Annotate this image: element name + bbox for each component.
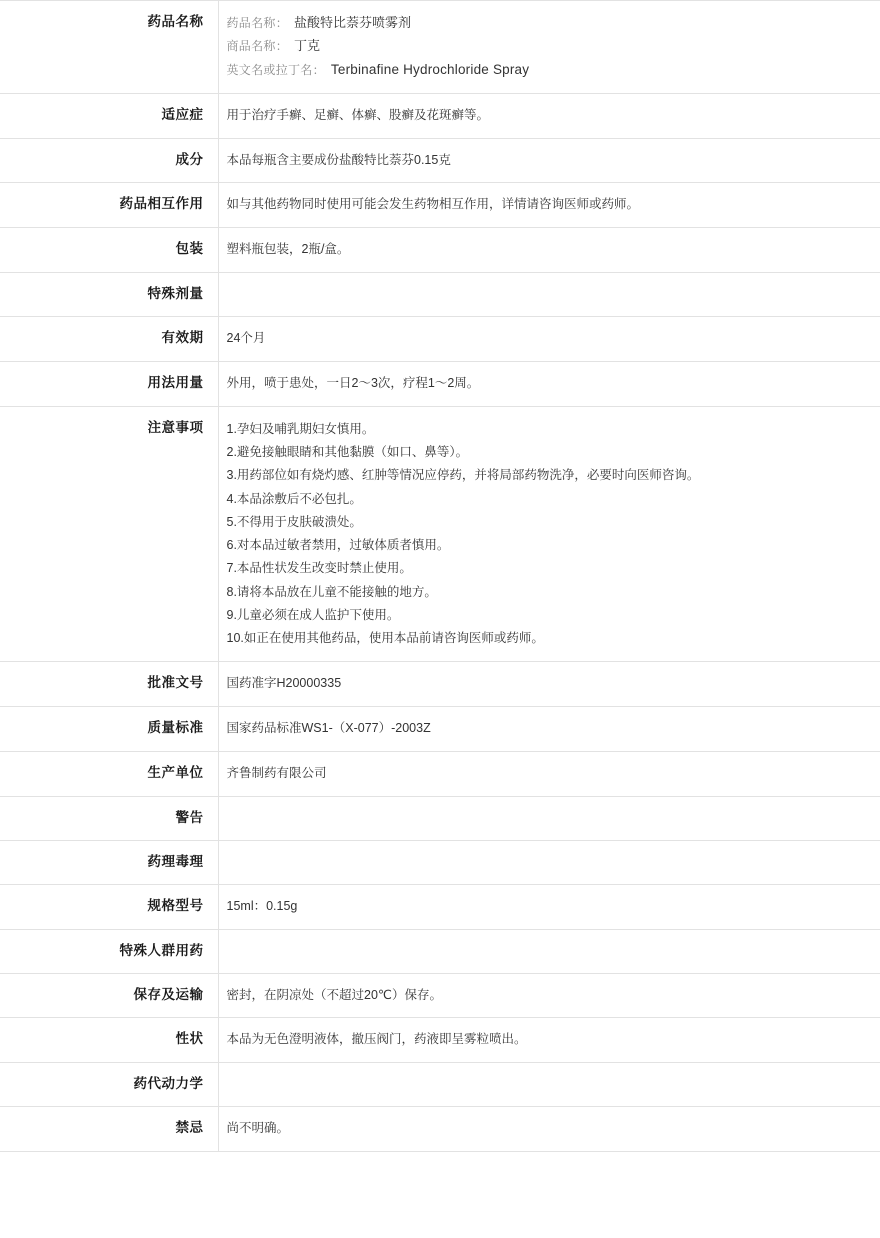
empty-value [227, 941, 867, 955]
list-item: 2.避免接触眼睛和其他黏膜（如口、鼻等）。 [226, 445, 469, 460]
row-value: 齐鲁制药有限公司 [218, 752, 880, 797]
row-label: 特殊人群用药 [119, 942, 204, 958]
row-value: 塑料瓶包装，2瓶/盒。 [218, 228, 880, 273]
list-item: 4.本品涂敷后不必包扎。 [226, 491, 362, 506]
table-row [0, 796, 880, 840]
empty-value [227, 1074, 867, 1088]
row-value: 本品每瓶含主要成份盐酸特比萘芬0.15克 [218, 138, 880, 183]
row-value: 15ml：0.15g [218, 884, 880, 929]
row-label: 警告 [175, 809, 204, 825]
row-value: 本品为无色澄明液体，撤压阀门，药液即呈雾粒喷出。 [218, 1018, 880, 1063]
row-label: 质量标准 [147, 720, 204, 736]
drug-name-key-generic: 药品名称： [226, 16, 289, 30]
row-value: 密封，在阴凉处（不超过20℃）保存。 [218, 973, 880, 1018]
row-label-drug-name: 药品名称 [147, 14, 204, 29]
row-label: 生产单位 [147, 765, 204, 781]
table-row [0, 317, 880, 362]
table-row [0, 752, 880, 797]
row-label: 成分 [175, 151, 204, 167]
row-value: 如与其他药物同时使用可能会发生药物相互作用，详情请咨询医师或药师。 [218, 183, 880, 228]
drug-name-key-latin: 英文名或拉丁名： [226, 62, 325, 77]
row-label: 药品相互作用 [119, 196, 204, 212]
row-label: 有效期 [161, 330, 204, 346]
row-value-drug-name [218, 1, 880, 94]
row-value [218, 1063, 880, 1107]
empty-value [227, 808, 867, 822]
row-label: 规格型号 [147, 897, 204, 913]
table-row [0, 707, 880, 752]
row-label: 适应症 [161, 106, 204, 122]
row-label: 特殊剂量 [147, 286, 204, 302]
list-item: 8.请将本品放在儿童不能接触的地方。 [226, 584, 437, 599]
drug-name-value-brand: 丁克 [294, 37, 321, 53]
row-label: 药代动力学 [133, 1076, 204, 1092]
row-value: 外用，喷于患处，一日2～3次，疗程1～2周。 [218, 361, 880, 406]
drug-info-table-body [0, 1, 880, 1152]
table-row [0, 840, 880, 884]
row-label-notes: 注意事项 [147, 419, 204, 435]
row-value: 尚不明确。 [218, 1107, 880, 1152]
row-label: 用法用量 [147, 374, 204, 390]
row-value: 用于治疗手癣、足癣、体癣、股癣及花斑癣等。 [218, 93, 880, 138]
table-row [0, 884, 880, 929]
drug-name-value-generic: 盐酸特比萘芬喷雾剂 [294, 15, 412, 30]
empty-value [227, 284, 867, 298]
list-item: 3.用药部位如有烧灼感、红肿等情况应停药，并将局部药物洗净，必要时向医师咨询。 [226, 468, 700, 483]
list-item: 7.本品性状发生改变时禁止使用。 [226, 561, 412, 576]
drug-name-line-generic [227, 12, 867, 35]
table-row [0, 228, 880, 273]
drug-name-line-brand [227, 35, 867, 58]
row-label: 药理毒理 [147, 853, 204, 869]
row-label: 保存及运输 [133, 986, 204, 1002]
list-item: 5.不得用于皮肤破溃处。 [226, 514, 362, 529]
table-row [0, 1107, 880, 1152]
row-value [218, 929, 880, 973]
notes-list [227, 418, 867, 651]
row-label: 包装 [175, 241, 204, 257]
table-row [0, 929, 880, 973]
row-value [218, 796, 880, 840]
table-row [0, 973, 880, 1018]
row-value [218, 273, 880, 317]
row-value: 24个月 [218, 317, 880, 362]
row-label: 批准文号 [147, 675, 204, 691]
table-row-notes [0, 406, 880, 662]
list-item: 10.如正在使用其他药品，使用本品前请咨询医师或药师。 [226, 631, 544, 646]
table-row [0, 183, 880, 228]
page-footer-space [0, 1152, 880, 1238]
list-item: 6.对本品过敏者禁用，过敏体质者慎用。 [226, 538, 450, 553]
drug-name-key-brand: 商品名称： [226, 38, 289, 53]
row-value: 国家药品标准WS1-（X-077）-2003Z [218, 707, 880, 752]
table-row [0, 662, 880, 707]
table-row [0, 273, 880, 317]
drug-name-value-latin: Terbinafine Hydrochloride Spray [330, 61, 530, 77]
table-row [0, 1063, 880, 1107]
list-item: 1.孕妇及哺乳期妇女慎用。 [226, 421, 375, 436]
row-label: 禁忌 [175, 1120, 204, 1136]
list-item: 9.儿童必须在成人监护下使用。 [226, 607, 400, 622]
table-row [0, 93, 880, 138]
empty-value [227, 852, 867, 866]
table-row [0, 1018, 880, 1063]
row-value-notes [218, 406, 880, 662]
row-value: 国药准字H20000335 [218, 662, 880, 707]
row-value [218, 840, 880, 884]
row-label: 性状 [175, 1031, 204, 1047]
table-row-drug-name [0, 1, 880, 94]
table-row [0, 138, 880, 183]
table-row [0, 361, 880, 406]
drug-name-line-latin [227, 58, 867, 82]
